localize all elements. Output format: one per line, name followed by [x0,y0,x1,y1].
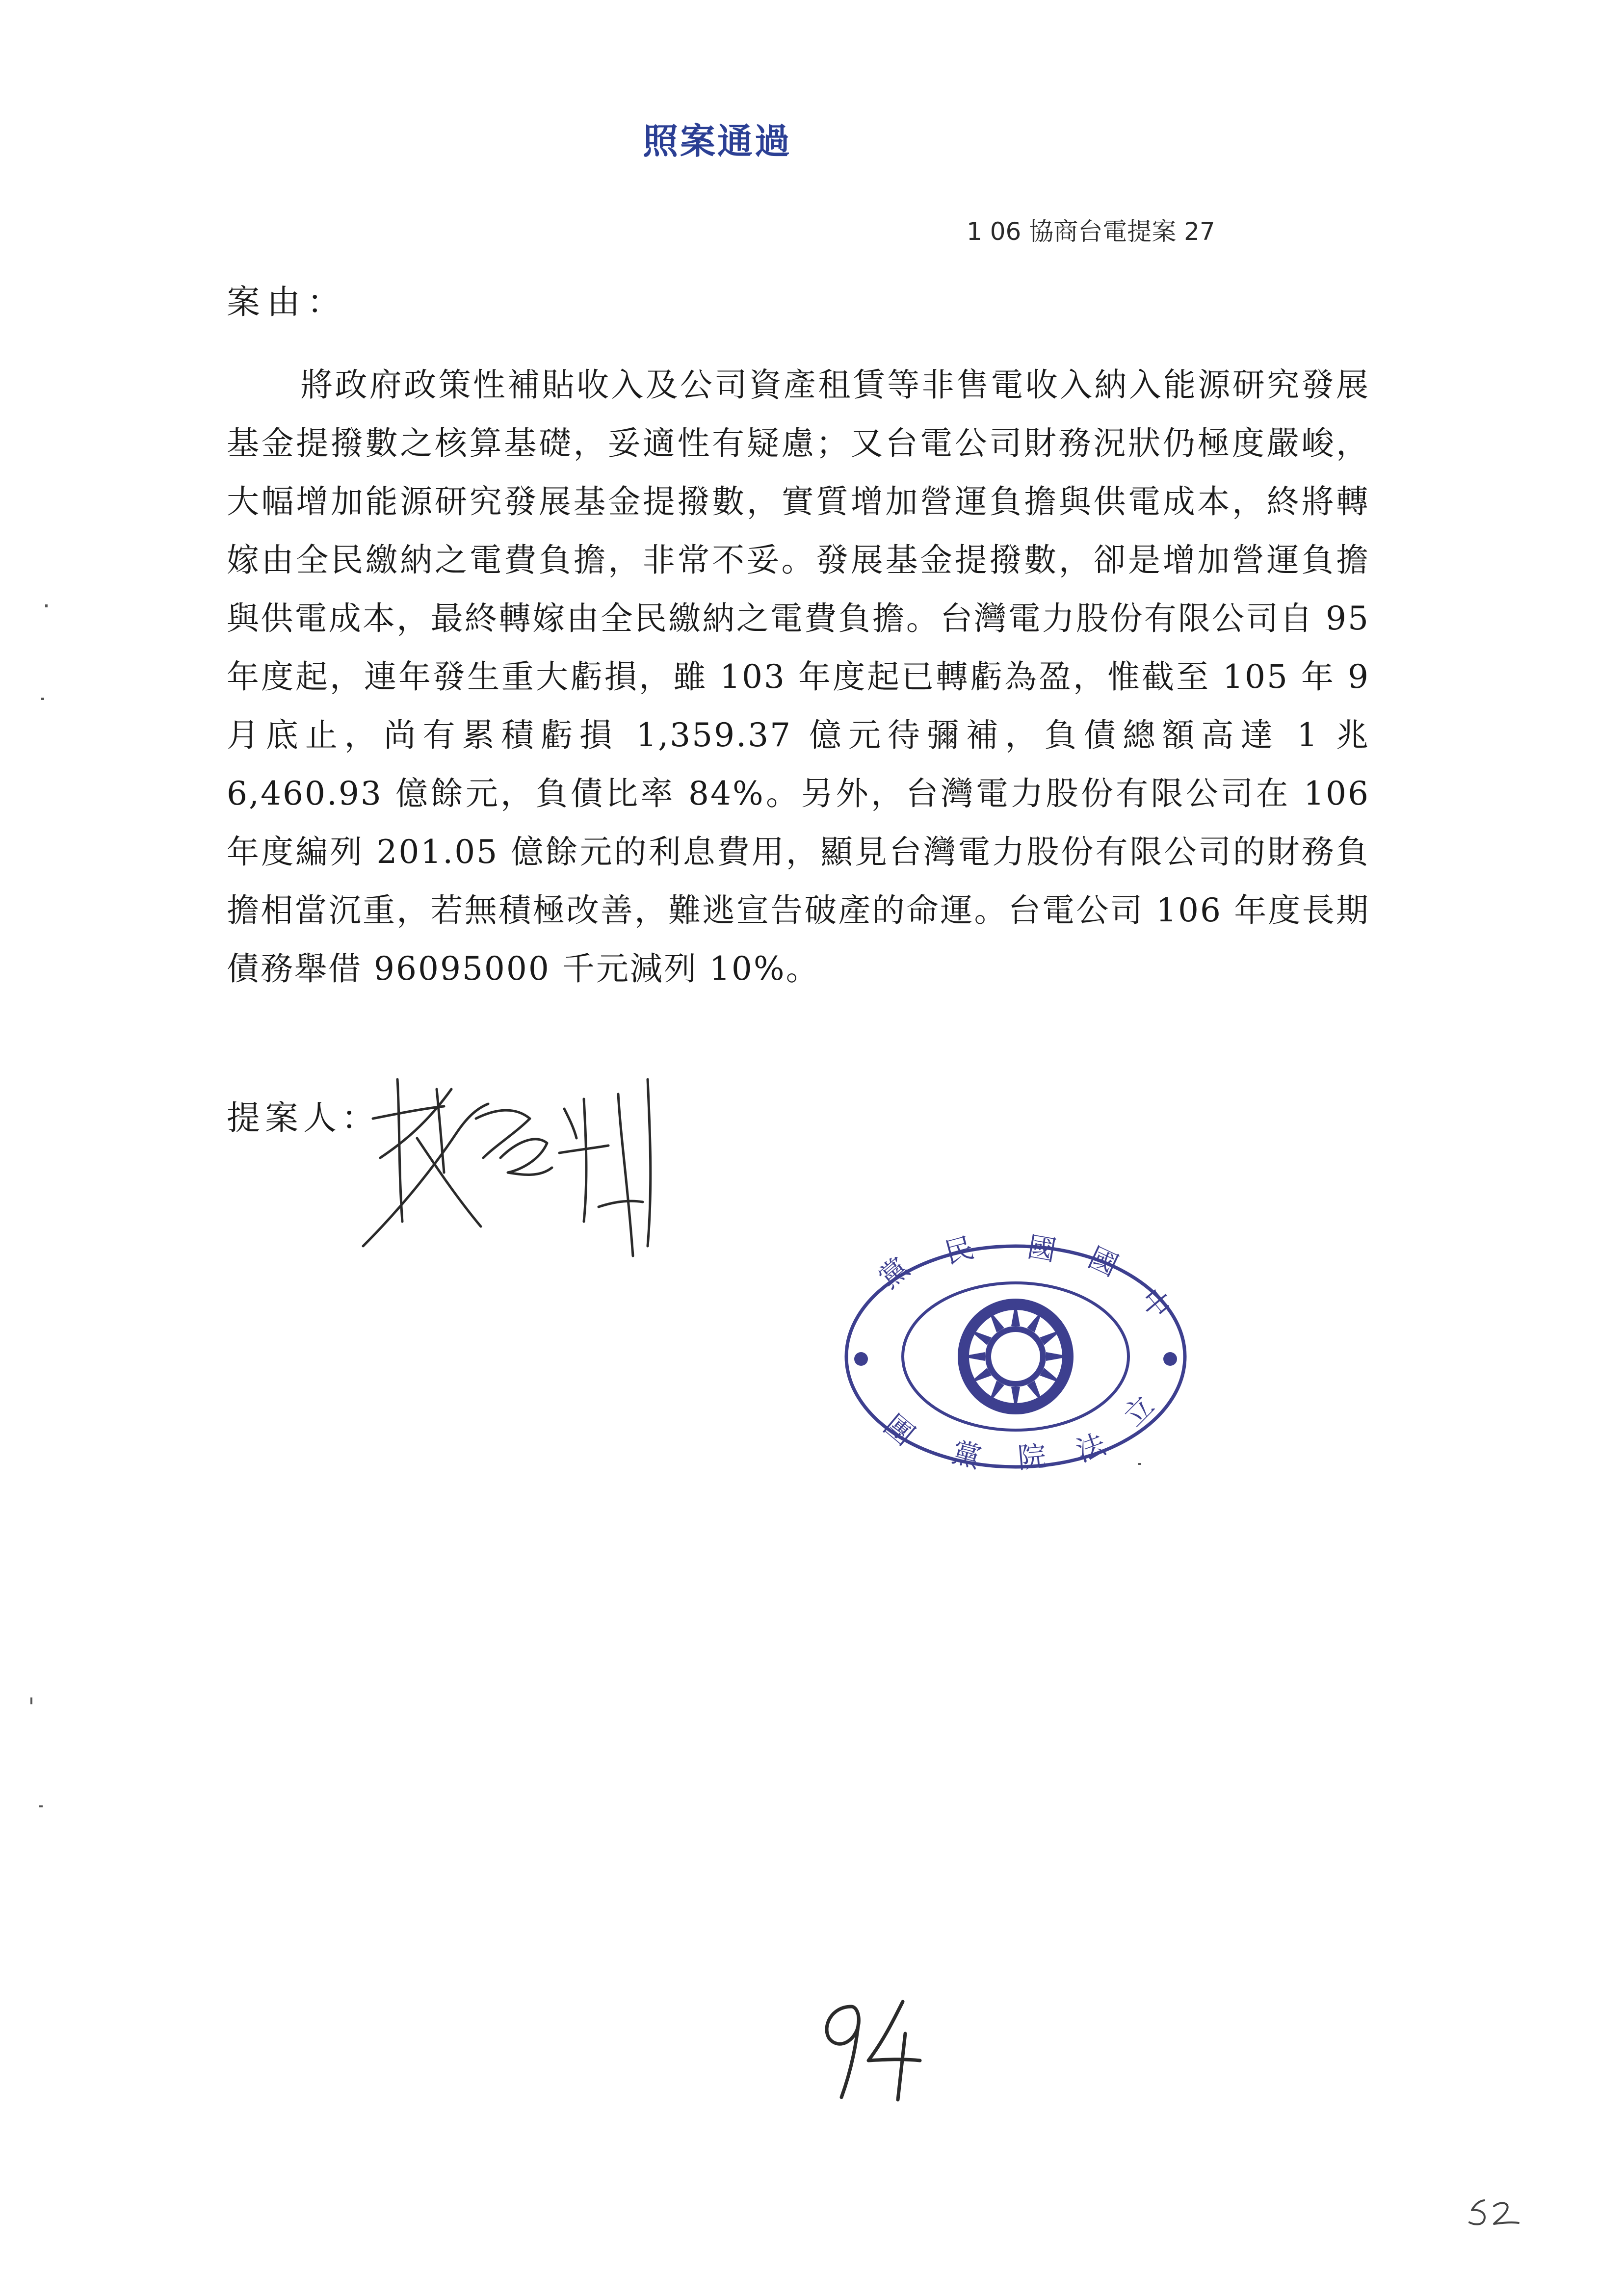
svg-text:國: 國 [1083,1240,1124,1283]
party-seal [839,1226,1192,1482]
svg-text:民: 民 [941,1230,977,1271]
reference-code: 1 06 協商台電提案 27 [967,217,1215,246]
svg-text:黨: 黨 [872,1251,916,1295]
handwritten-corner-mark [1465,2195,1523,2230]
svg-text:中: 中 [1133,1282,1178,1326]
case-body: 將政府政策性補貼收入及公司資產租賃等非售電收入納入能源研究發展基金提撥數之核算基礎，妥適性有疑慮；又台電公司財務況狀仍極度嚴峻，大幅增加能源研究發展基金提撥數，實質增加營運負擔與供電成本，終將轉嫁由全民繳納之電費負擔，非常不妥。發展基金提撥數，卻是增加營運負擔與供電成本，最終轉嫁由全民繳納之電費負擔。台灣電力股份有限公司自 95 年度起，連年發生重大虧損，雖 103 年度起已轉虧為盈，惟截至 105 年 9 月底止，尚有累積虧損 1,359.37 億元待彌補，負債總額高達 1 兆 6,460.93 億餘元，負債比率 84%。另外，台灣電力股份有限公司在 106 年度編列 201.05 億餘元的利息費用，顯見台灣電力股份有限公司的財務負擔相當沉重，若無積極改善，難逃宣告破產的命運。台電公司 106 年度長期債務舉借 96095000 千元減列 10%。 [227,366,1370,988]
proposer-label: 提案人： [227,1099,380,1138]
signature-image [353,1060,677,1266]
scan-speck [39,1805,43,1807]
svg-text:國: 國 [1025,1229,1059,1268]
scan-speck [30,1697,32,1704]
svg-text:法: 法 [1072,1427,1110,1469]
svg-text:黨: 黨 [948,1435,985,1475]
svg-text:院: 院 [1016,1439,1048,1475]
handwritten-page-number [805,1987,932,2105]
approval-stamp: 照案通過 [643,121,792,162]
svg-text:立: 立 [1117,1389,1161,1433]
scan-speck [1138,1463,1141,1465]
case-label: 案由： [227,283,348,322]
scan-speck [41,698,44,700]
svg-text:團: 團 [877,1408,921,1452]
scan-speck [45,604,48,607]
